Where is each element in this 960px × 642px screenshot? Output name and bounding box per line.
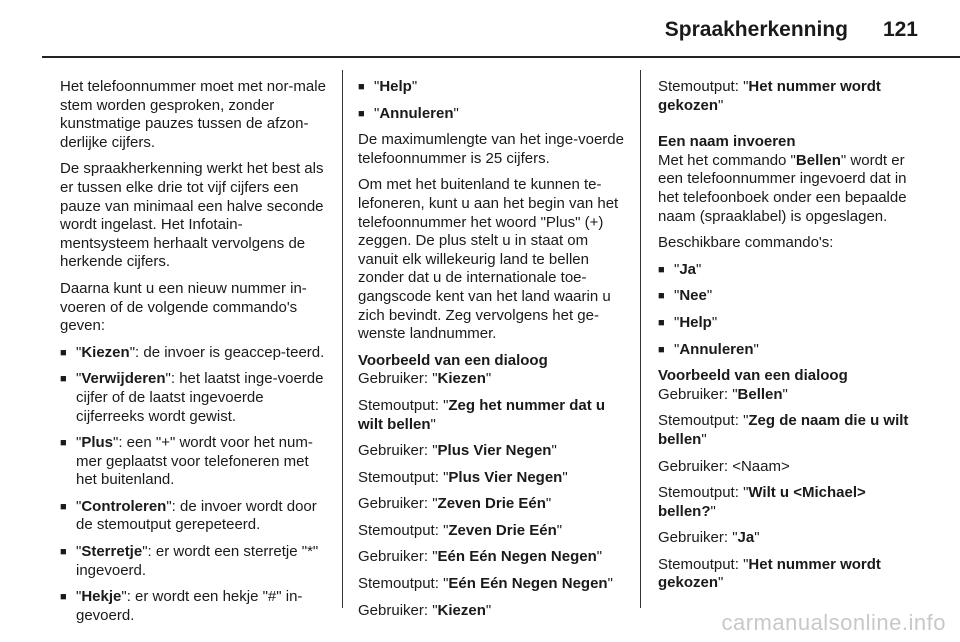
paragraph: De spraakherkenning werkt het best als er tussen elke drie tot vijf cijfers een pauze van minimaal een halve seconde wordt ingelast. Het Infotain-mentsysteem herhaalt vervolgens de herkende cijfers.: [60, 160, 324, 271]
dialog-speaker: Stemoutput:: [658, 78, 744, 95]
column-divider: [342, 70, 343, 608]
dialog-speaker: Stemoutput:: [358, 575, 444, 593]
dialog-text: Zeg het nummer dat u wilt bellen: [358, 396, 606, 433]
list-item: ■ "Help": [358, 78, 624, 97]
list-item: ■ "Sterretje": er wordt een sterretje "*" ingevoerd.: [60, 543, 326, 580]
dialog-text: Het nummer wordt gekozen: [658, 555, 881, 592]
command-list: [60, 344, 326, 626]
dialog-speaker: Stemoutput:: [358, 521, 444, 539]
dialog-line: Gebruiker: "Plus Vier Negen": [358, 442, 557, 460]
command-name: Bellen: [795, 151, 841, 169]
column-1: [60, 78, 326, 633]
dialog-speaker: Stemoutput:: [658, 555, 744, 573]
dialog-text: <Naam>: [732, 457, 790, 475]
paragraph: Daarna kunt u een nieuw nummer in-voeren of de volgende commando's geven:: [60, 279, 307, 335]
list-item: ■ "Controleren": de invoer wordt door de stemoutput gerepeteerd.: [60, 498, 326, 535]
section-heading: Voorbeeld van een dialoog: [658, 367, 848, 385]
list-item: ■ "Annuleren": [358, 105, 624, 124]
dialog-text: Kiezen: [437, 370, 486, 388]
list-item: ■ "Nee": [658, 287, 924, 306]
watermark: carmanualsonline.info: [721, 610, 946, 635]
dialog-line: Stemoutput: "Zeg de naam die u wilt bellen": [658, 412, 909, 448]
dialog-line: [658, 458, 924, 477]
command-desc: : de invoer wordt door de stemoutput gerepeteerd.: [76, 497, 317, 534]
page-title: Spraakherkenning: [664, 18, 848, 41]
dialog-line: Gebruiker: "Kiezen": [358, 601, 492, 619]
header-rule: [42, 56, 960, 58]
dialog-line: Stemoutput: "Zeg het nummer dat u wilt bellen": [358, 396, 606, 433]
dialog-speaker: Gebruiker:: [358, 370, 433, 388]
dialog-line: Stemoutput: "Plus Vier Negen": [358, 468, 568, 486]
command-name: Help: [679, 313, 712, 331]
list-item: ■ "Kiezen": de invoer is geaccep-teerd.: [60, 344, 326, 363]
dialog-line: Gebruiker: "Kiezen": [358, 370, 492, 388]
dialog-text: Ja: [737, 529, 755, 547]
section-heading: Voorbeeld van een dialoog: [358, 351, 548, 369]
dialog-line: Gebruiker: "Bellen": [658, 385, 788, 403]
dialog-line: Stemoutput: "Wilt u <Michael> bellen?": [658, 484, 866, 520]
dialog-text: Plus Vier Negen: [437, 442, 552, 460]
dialog-line: Gebruiker: "Ja": [658, 529, 760, 547]
command-name: Hekje: [81, 588, 122, 606]
paragraph: De maximumlengte van het inge-voerde telefoonnummer is 25 cijfers.: [358, 131, 624, 167]
dialog-text: Wilt u <Michael> bellen?: [658, 484, 866, 520]
command-desc: : er wordt een sterretje "*" ingevoerd.: [76, 543, 319, 579]
dialog-line: Stemoutput: "Het nummer wordt gekozen": [658, 555, 881, 592]
dialog-text: Zeven Drie Eén: [437, 495, 546, 513]
dialog-text: Het nummer wordt gekozen: [658, 78, 881, 114]
dialog-line: Gebruiker: "Zeven Drie Eén": [358, 495, 552, 513]
command-desc: : de invoer is geaccep-teerd.: [135, 343, 325, 361]
dialog-text: Eén Eén Negen Negen: [448, 575, 608, 593]
paragraph: Om met het buitenland te kunnen te-lefoneren, kunt u aan het begin van het telefoonnummer het woord "Plus" (+) zeggen. De plus stelt u in staat om vanuit elk willekeurig land te bellen zonder dat u de internationale toe-gangscode kent van het land waarin u zich bevindt. Zeg vervolgens het ge-wenste landnummer.: [358, 176, 619, 343]
paragraph: [658, 152, 924, 226]
dialog-speaker: Stemoutput:: [658, 412, 744, 430]
command-name: Annuleren: [679, 340, 754, 358]
dialog-line: Gebruiker: "Eén Eén Negen Negen": [358, 548, 603, 566]
command-name: Annuleren: [379, 104, 454, 122]
text-fragment: Met het commando ": [658, 151, 796, 169]
dialog-speaker: Gebruiker:: [358, 548, 433, 566]
command-name: Kiezen: [81, 343, 130, 361]
dialog-speaker: Stemoutput:: [358, 468, 444, 486]
page-number: 121: [882, 18, 918, 41]
list-item: ■ "Ja": [658, 261, 924, 280]
command-name: Plus: [81, 434, 114, 452]
dialog-speaker: Gebruiker:: [658, 457, 733, 475]
command-name: Controleren: [81, 497, 167, 515]
command-name: Nee: [679, 287, 707, 305]
list-item: ■ "Plus": een "+" wordt voor het num-mer geplaatst voor telefoneren met het buitenland.: [60, 434, 326, 490]
list-item: ■ "Verwijderen": het laatst inge-voerde cijfer of de laatst ingevoerde cijferreeks wordt gewist.: [60, 370, 326, 426]
command-desc: : het laatst inge-voerde cijfer of de laatst ingevoerde cijferreeks wordt gewist.: [76, 370, 324, 425]
column-2: [358, 78, 624, 628]
dialog-speaker: Gebruiker:: [658, 385, 733, 403]
dialog-text: Bellen: [737, 385, 783, 403]
dialog-speaker: Stemoutput:: [658, 484, 744, 502]
page-header: [0, 0, 960, 52]
text-fragment: " wordt er een telefoonnummer ingevoerd dat in het telefoonboek onder een bepaalde naam (spraaklabel) is opgeslagen.: [658, 151, 907, 225]
dialog-text: Plus Vier Negen: [448, 468, 563, 486]
dialog-speaker: Gebruiker:: [358, 601, 433, 619]
dialog-line: Stemoutput: "Eén Eén Negen Negen": [358, 575, 613, 593]
command-name: Sterretje: [81, 543, 143, 561]
dialog-example: [358, 370, 624, 620]
dialog-speaker: Stemoutput:: [358, 396, 444, 414]
list-item: ■ "Annuleren": [658, 341, 924, 360]
command-desc: : een "+" wordt voor het num-mer geplaatst voor telefoneren met het buitenland.: [76, 434, 313, 489]
command-name: Ja: [679, 260, 697, 278]
command-list: [658, 261, 924, 359]
command-name: Help: [379, 78, 412, 95]
paragraph: Beschikbare commando's:: [658, 234, 834, 252]
command-desc: : er wordt een hekje "#" in-gevoerd.: [76, 588, 303, 624]
list-item: ■ "Help": [658, 314, 924, 333]
paragraph: Het telefoonnummer moet met nor-male stem worden gesproken, zonder kunstmatige pauzes tussen de afzon-derlijke cijfers.: [60, 78, 326, 151]
dialog-example: [658, 386, 924, 593]
dialog-text: Zeven Drie Eén: [448, 521, 557, 539]
section-heading: Een naam invoeren: [658, 133, 796, 151]
list-item: ■ "Hekje": er wordt een hekje "#" in-gevoerd.: [60, 588, 326, 625]
column-3: [658, 78, 924, 601]
command-list: [358, 78, 624, 123]
dialog-speaker: Gebruiker:: [358, 442, 433, 460]
column-divider: [640, 70, 641, 608]
dialog-text: Eén Eén Negen Negen: [437, 548, 597, 566]
dialog-line: Stemoutput: "Het nummer wordt gekozen": [658, 78, 881, 114]
dialog-speaker: Gebruiker:: [658, 529, 733, 547]
dialog-line: Stemoutput: "Zeven Drie Eén": [358, 521, 563, 539]
dialog-text: Zeg de naam die u wilt bellen: [658, 412, 909, 448]
dialog-speaker: Gebruiker:: [358, 495, 433, 513]
dialog-text: Kiezen: [437, 601, 486, 619]
command-name: Verwijderen: [81, 370, 166, 388]
